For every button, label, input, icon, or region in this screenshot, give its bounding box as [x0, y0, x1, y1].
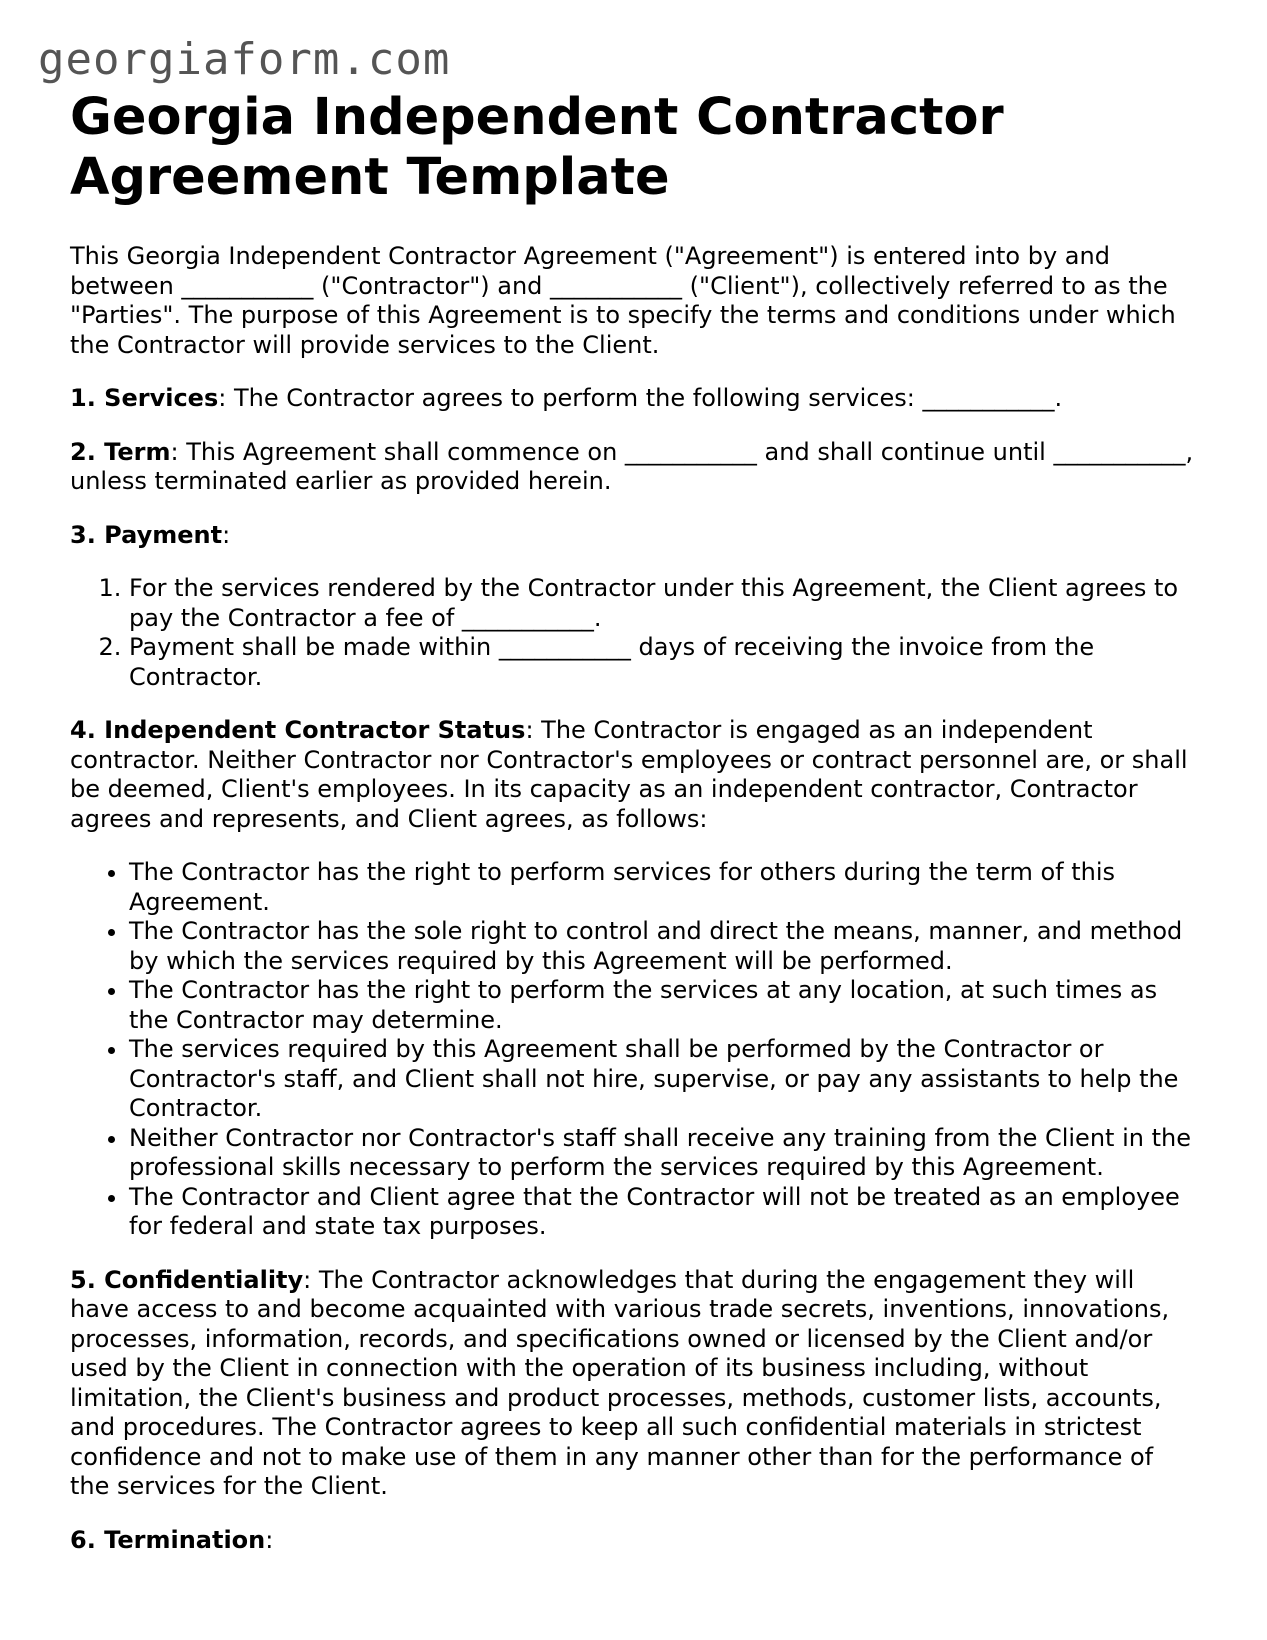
document-body [70, 88, 1200, 1579]
section-services [70, 384, 1200, 414]
section-text: : The Contractor agrees to perform the following services: ___________. [218, 384, 1063, 412]
section-heading: 6. Termination [70, 1525, 266, 1554]
list-item: • The Contractor has the right to perform services for others during the term of this Agreement. [129, 858, 1200, 917]
section-termination [70, 1526, 1200, 1556]
section-heading: 2. Term [70, 437, 171, 466]
section-text: : [265, 1525, 274, 1554]
section-heading: 1. Services [70, 384, 219, 412]
list-item: 2. Payment shall be made within ___________ days of receiving the invoice from the Contractor. [129, 633, 1200, 692]
section-term [70, 438, 1200, 497]
section-heading: 5. Confidentiality [70, 1265, 304, 1294]
list-item: 1. For the services rendered by the Contractor under this Agreement, the Client agrees to pay the Contractor a fee of ___________. [129, 574, 1200, 633]
section-text: : This Agreement shall commence on ___________ and shall continue until ___________, unless terminated earlier as provided herein. [70, 437, 1194, 495]
intro-paragraph: This Georgia Independent Contractor Agreement ("Agreement") is entered into by and between ___________ ("Contractor") and ___________ ("Client"), collectively referred to as the "Parties". The purpose of this Agreement is to specify the terms and conditions under which the Contractor will provide services to the Client. [70, 242, 1176, 359]
section-heading: 4. Independent Contractor Status [70, 716, 526, 744]
list-item: • The Contractor has the sole right to control and direct the means, manner, and method by which the services required by this Agreement will be performed. [129, 917, 1200, 976]
section-text: : The Contractor acknowledges that during the engagement they will have access to and become acquainted with various trade secrets, inventions, innovations, processes, information, records, and specifications owned or licensed by the Client and/or used by the Client in connection with the operation of its business including, without limitation, the Client's business and product processes, methods, customer lists, accounts, and procedures. The Contractor agrees to keep all such confidential materials in strictest confidence and not to make use of them in any manner other than for the performance of the services for the Client. [70, 1265, 1170, 1500]
section-text: : The Contractor is engaged as an independent contractor. Neither Contractor nor Contractor's employees or contract personnel are, or shall be deemed, Client's employees. In its capacity as an independent contractor, Contractor agrees and represents, and Client agrees, as follows: [70, 716, 1188, 833]
section-contractor-status [70, 716, 1200, 834]
list-item: • Neither Contractor nor Contractor's staff shall receive any training from the Client in the professional skills necessary to perform the services required by this Agreement. [129, 1124, 1200, 1183]
document-title: Georgia Independent Contractor Agreement Template [70, 88, 1004, 207]
status-list [70, 858, 1200, 1242]
section-heading: 3. Payment [70, 520, 223, 549]
watermark: georgiaform.com [38, 34, 451, 85]
payment-list [70, 574, 1200, 692]
section-text: : [222, 520, 231, 549]
section-confidentiality [70, 1266, 1200, 1502]
list-item: • The Contractor has the right to perform the services at any location, at such times as the Contractor may determine. [129, 976, 1200, 1035]
list-item: • The services required by this Agreement shall be performed by the Contractor or Contractor's staff, and Client shall not hire, supervise, or pay any assistants to help the Contractor. [129, 1035, 1200, 1124]
section-payment [70, 521, 1200, 551]
list-item: • The Contractor and Client agree that the Contractor will not be treated as an employee for federal and state tax purposes. [129, 1183, 1200, 1242]
